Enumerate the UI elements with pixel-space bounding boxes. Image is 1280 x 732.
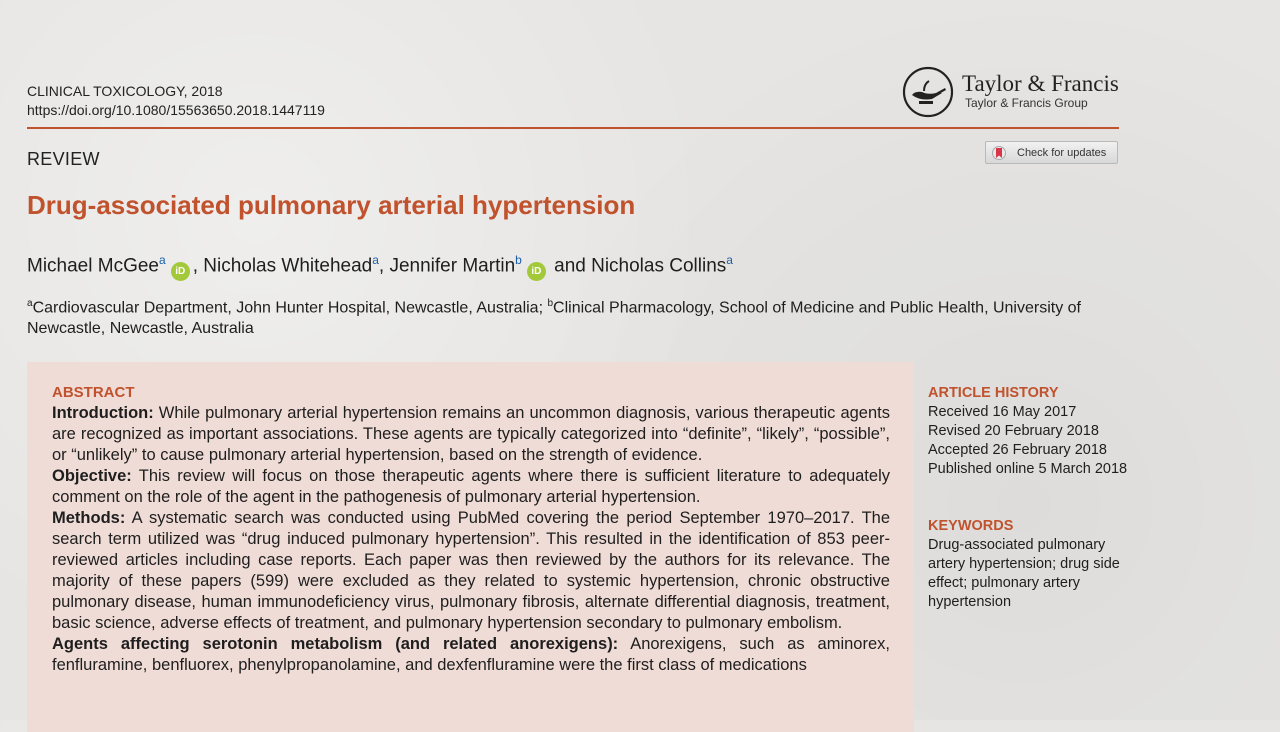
history-line: Accepted 26 February 2018 [928,442,1107,458]
article-title: Drug-associated pulmonary arterial hypertension [27,190,636,220]
affiliation-marker[interactable]: a [159,253,166,267]
abstract-section-text: This review will focus on those therapeutic agents where there is sufficient literature to adequately comment on the role of the agent in the pathogenesis of pulmonary arterial hypertension. [52,467,890,506]
affiliation-b: Clinical Pharmacology, School of Medicine and Public Health, University of Newcastle, Newcastle, Australia [27,299,1081,338]
affiliation-a: Cardiovascular Department, John Hunter Hospital, Newcastle, Australia; [32,299,548,317]
keywords-heading: KEYWORDS [928,518,1014,534]
author-name[interactable]: Jennifer Martin [389,255,516,277]
abstract-paragraph [52,634,890,676]
author-name[interactable]: Nicholas Whitehead [203,255,373,277]
publisher-lamp-logo-icon [902,66,954,118]
journal-name: CLINICAL TOXICOLOGY, 2018 [27,83,223,99]
affiliation-marker: a [27,298,33,309]
journal-header [27,82,325,120]
abstract-section-label: Introduction: [52,404,154,422]
abstract-paragraph [52,466,890,508]
keywords-text: Drug-associated pulmonary artery hypertension; drug side effect; pulmonary artery hypertension [928,537,1120,610]
author-separator: , [378,255,390,277]
affiliation-marker: b [547,298,554,309]
abstract-body [52,403,890,676]
history-line: Received 16 May 2017 [928,404,1077,420]
affiliation-marker[interactable]: b [515,253,522,267]
article-type: REVIEW [27,149,100,169]
author-name[interactable]: Michael McGee [27,255,159,277]
history-line: Revised 20 February 2018 [928,423,1099,439]
author-name[interactable]: Nicholas Collins [591,255,727,277]
publisher-name: Taylor & Francis [962,71,1119,96]
check-for-updates-button[interactable] [985,141,1118,164]
history-line: Published online 5 March 2018 [928,461,1128,477]
abstract-paragraph [52,508,890,634]
abstract-section-text: Anorexigens, such as aminorex, fenfluramine, benfluorex, phenylpropanolamine, and dexfenfluramine were the first class of medications [52,635,890,674]
abstract-section-label: Objective: [52,467,132,485]
abstract-paragraph [52,403,890,466]
abstract-heading: ABSTRACT [52,384,135,401]
affiliation-marker[interactable]: a [726,253,733,267]
author-list [27,253,733,281]
abstract-section-label: Agents affecting serotonin metabolism (and related anorexigens): [52,635,619,653]
orcid-icon[interactable]: iD [171,262,190,281]
affiliation-marker[interactable]: a [372,253,379,267]
abstract-section-text: While pulmonary arterial hypertension remains an uncommon diagnosis, various therapeutic agents are recognized as important associations. These agents are typically categorized into “definite”, “likely”, “possible”, or “unlikely” to cause pulmonary arterial hypertension, based on the strength of evidence. [52,404,890,464]
orcid-icon[interactable]: iD [527,262,546,281]
abstract-section-text: A systematic search was conducted using PubMed covering the period September 1970–2017. The search term utilized was “drug induced pulmonary hypertension”. This resulted in the identification of 853 peer-reviewed articles including case reports. Each paper was then reviewed by the authors for its relevance. The majority of these papers (599) were excluded as they related to systemic hypertension, chronic obstructive pulmonary disease, human immunodeficiency virus, pulmonary fibrosis, alternate differential diagnosis, treatment, basic science, adverse effects of treatment, and pulmonary hypertension secondary to pulmonary embolism. [52,509,890,632]
publisher-brand[interactable] [902,66,1122,118]
article-history-heading: ARTICLE HISTORY [928,385,1059,401]
affiliations [27,293,1107,339]
check-for-updates-label: Check for updates [1017,146,1107,159]
header-divider [27,127,1119,129]
publisher-group: Taylor & Francis Group [965,96,1088,110]
bookmark-icon [992,146,1006,160]
author-separator: , [192,255,204,277]
abstract-section-label: Methods: [52,509,126,527]
doi-link[interactable]: https://doi.org/10.1080/15563650.2018.1447119 [27,102,325,118]
article-history [928,384,1128,479]
author-separator: and [548,255,592,277]
keywords [928,517,1128,612]
